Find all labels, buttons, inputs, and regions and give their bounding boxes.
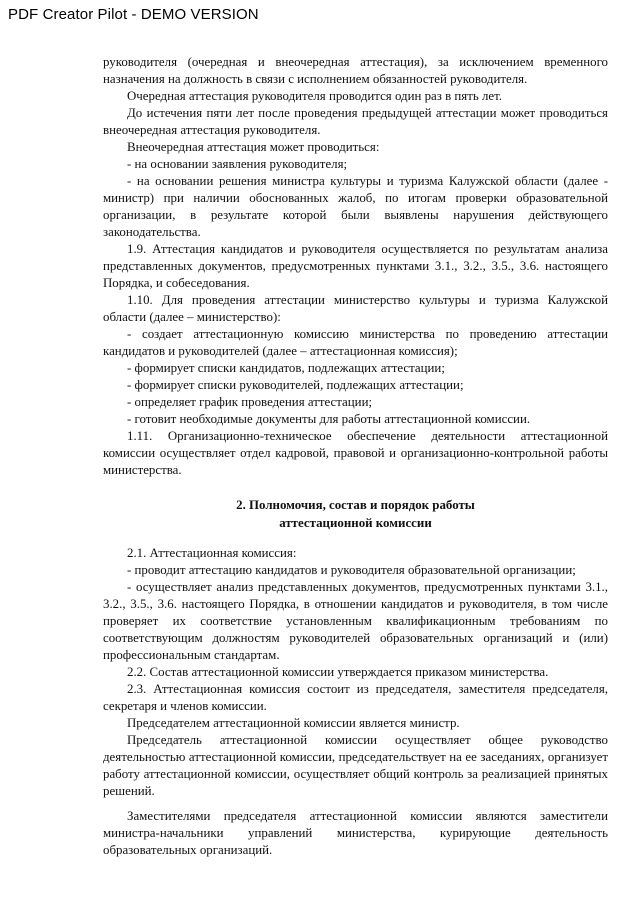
list-item: - создает аттестационную комиссию министерства по проведению аттестации кандидатов и руководителей (далее – аттестационная комиссия); <box>103 327 608 358</box>
section-heading-line: аттестационной комиссии <box>279 516 432 530</box>
paragraph: 1.11. Организационно-техническое обеспечение деятельности аттестационной комиссии осуществляет отдел кадровой, правовой и организационно-контрольной работы министерства. <box>103 429 608 477</box>
paragraph: Очередная аттестация руководителя проводится один раз в пять лет. <box>127 89 502 103</box>
document-page <box>103 54 608 859</box>
paragraph: 2.3. Аттестационная комиссия состоит из председателя, заместителя председателя, секретаря и членов комиссии. <box>103 682 608 713</box>
list-item: - определяет график проведения аттестации; <box>127 395 373 409</box>
list-item: - готовит необходимые документы для работы аттестационной комиссии. <box>127 412 531 426</box>
paragraph: руководителя (очередная и внеочередная аттестация), за исключением временного назначения на должность в связи с исполнением обязанностей руководителя. <box>103 55 608 86</box>
list-item: - осуществляет анализ представленных документов, предусмотренных пунктами 3.1., 3.2., 3.5., 3.6. настоящего Порядка, в отношении кандидатов и руководителя, в том числе проверяет их соответствие установленным квалификационным требованиям по соответствующим должностям руководителей образовательных организаций и (или) профессиональным стандартам. <box>103 580 608 662</box>
list-item: - проводит аттестацию кандидатов и руководителя образовательной организации; <box>127 563 576 577</box>
paragraph: Внеочередная аттестация может проводиться: <box>127 140 380 154</box>
section-heading-line: 2. Полномочия, состав и порядок работы <box>236 498 475 512</box>
paragraph: Заместителями председателя аттестационной комиссии являются заместители министра-начальники управлений министерства, курирующие деятельность образовательных организаций. <box>103 809 608 857</box>
list-item: - формирует списки кандидатов, подлежащих аттестации; <box>127 361 445 375</box>
paragraph: 1.10. Для проведения аттестации министерство культуры и туризма Калужской области (далее – министерство): <box>103 293 608 324</box>
section-heading <box>103 496 608 532</box>
list-item: - на основании заявления руководителя; <box>127 157 348 171</box>
list-item: - формирует списки руководителей, подлежащих аттестации; <box>127 378 464 392</box>
paragraph: Председатель аттестационной комиссии осуществляет общее руководство деятельностью аттестационной комиссии, председательствует на ее заседаниях, организует работу аттестационной комиссии, осуществляет общий контроль за реализацией принятых решений. <box>103 733 608 798</box>
demo-watermark: PDF Creator Pilot - DEMO VERSION <box>8 6 259 23</box>
paragraph: 2.1. Аттестационная комиссия: <box>127 546 297 560</box>
list-item: - на основании решения министра культуры и туризма Калужской области (далее - министр) при наличии обоснованных жалоб, по итогам проверки образовательной организации, в результате которой были выявлены нарушения действующего законодательства. <box>103 174 608 239</box>
paragraph: 1.9. Аттестация кандидатов и руководителя осуществляется по результатам анализа представленных документов, предусмотренных пунктами 3.1., 3.2., 3.5., 3.6. настоящего Порядка, и собеседования. <box>103 242 608 290</box>
paragraph: До истечения пяти лет после проведения предыдущей аттестации может проводиться внеочередная аттестация руководителя. <box>103 106 608 137</box>
paragraph: Председателем аттестационной комиссии является министр. <box>127 716 460 730</box>
paragraph: 2.2. Состав аттестационной комиссии утверждается приказом министерства. <box>127 665 549 679</box>
